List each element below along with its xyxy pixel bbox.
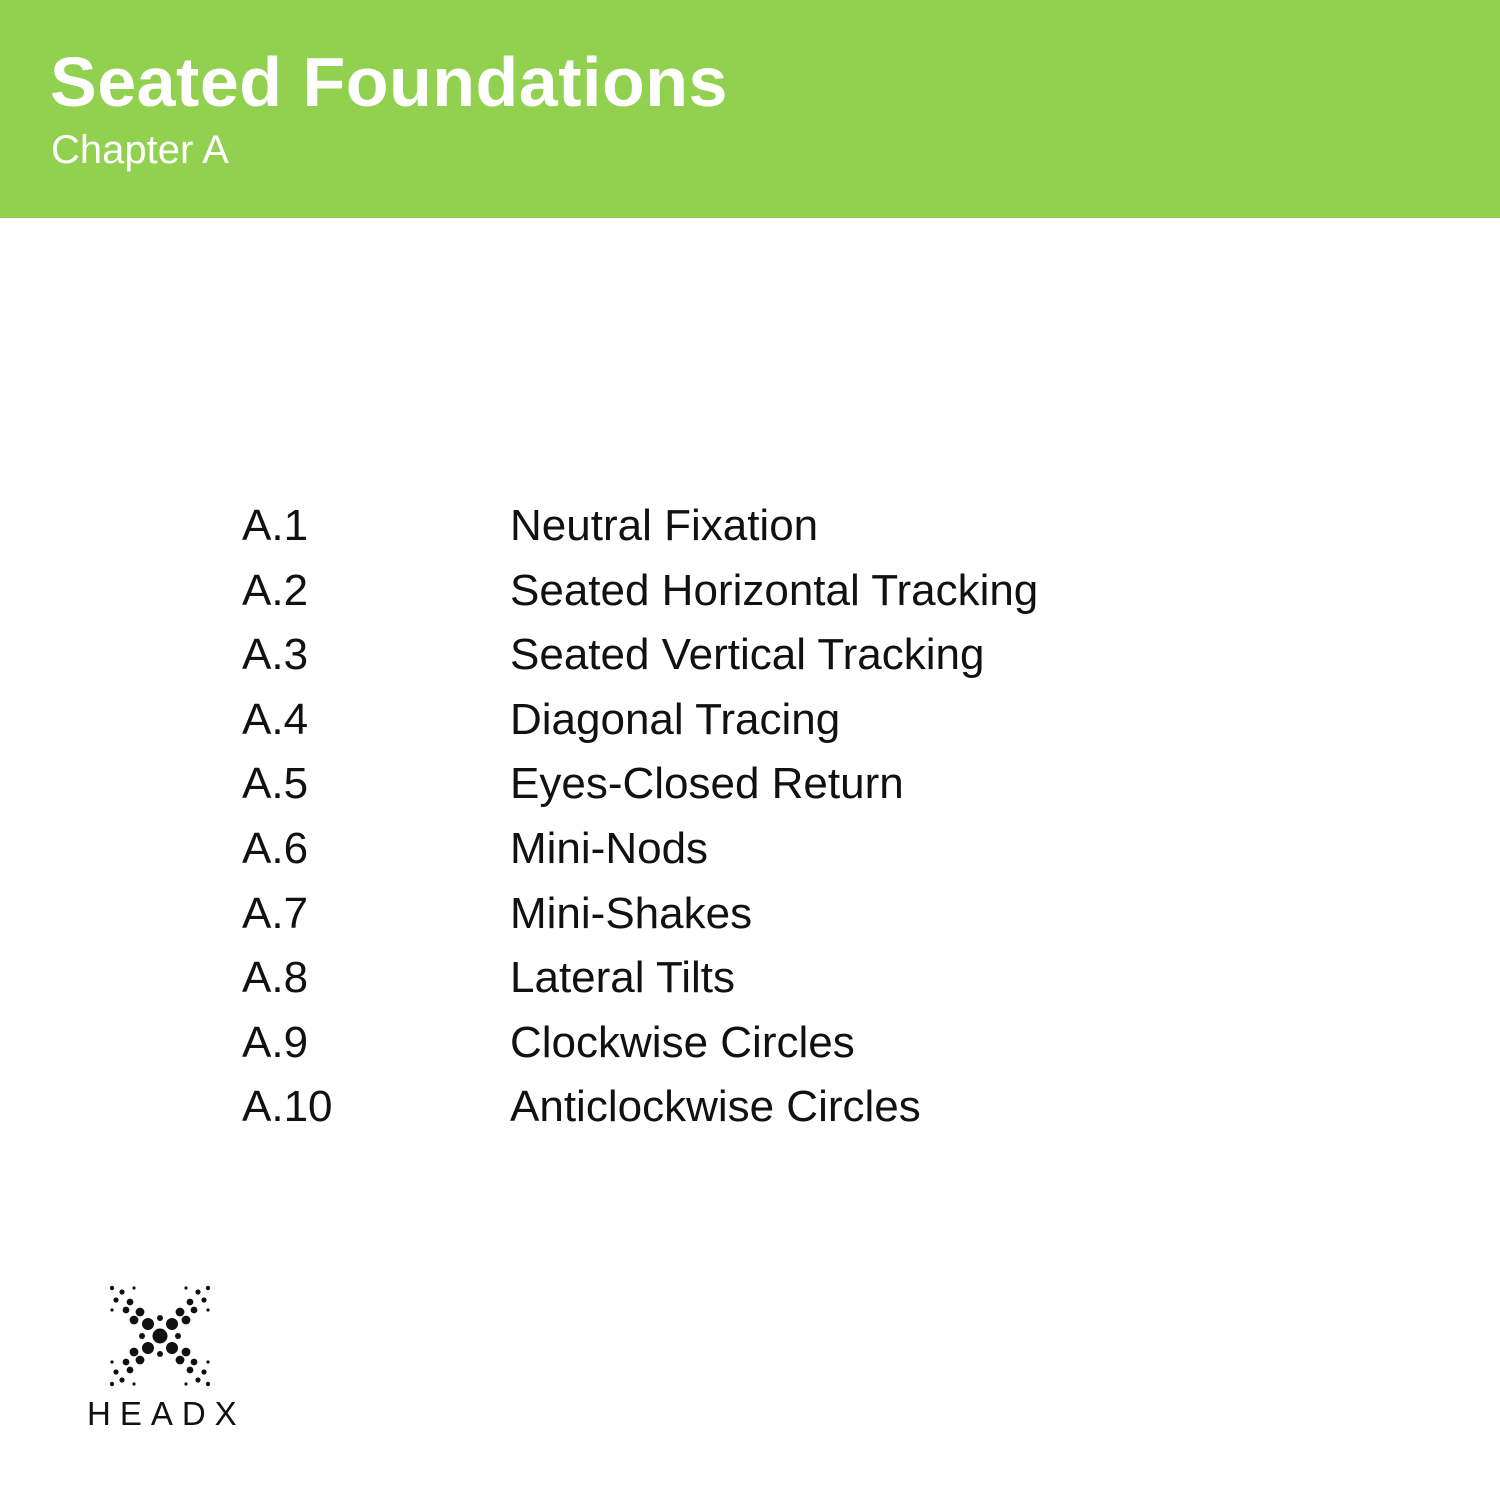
list-item (242, 626, 1242, 691)
chapter-header (0, 0, 1500, 218)
exercise-code: A.9 (242, 1017, 309, 1067)
exercise-code: A.6 (242, 823, 309, 873)
exercise-name: Mini-Nods (510, 823, 709, 873)
list-item (242, 497, 1242, 562)
list-item (242, 820, 1242, 885)
exercise-name: Eyes-Closed Return (510, 759, 904, 809)
exercise-name: Lateral Tilts (510, 953, 735, 1003)
logo-wordmark: HEADX (87, 1395, 246, 1432)
list-item (242, 1014, 1242, 1079)
exercise-code: A.4 (242, 694, 309, 744)
chapter-subtitle: Chapter A (51, 128, 229, 172)
dotted-x-icon (104, 1280, 216, 1392)
exercise-code: A.8 (242, 953, 309, 1003)
exercise-name: Mini-Shakes (510, 888, 753, 938)
exercise-code: A.7 (242, 888, 309, 938)
exercise-name: Neutral Fixation (510, 501, 819, 550)
table-of-contents (242, 497, 1242, 1143)
exercise-name: Diagonal Tracing (510, 694, 841, 744)
exercise-name: Seated Vertical Tracking (510, 630, 985, 680)
exercise-code: A.3 (242, 630, 309, 680)
exercise-name: Anticlockwise Circles (510, 1082, 921, 1132)
exercise-code: A.5 (242, 759, 309, 809)
list-item (242, 562, 1242, 627)
headx-logo (84, 1280, 246, 1440)
list-item (242, 755, 1242, 820)
exercise-code: A.2 (242, 565, 309, 615)
exercise-code: A.1 (242, 501, 309, 550)
list-item (242, 1078, 1242, 1143)
exercise-name: Clockwise Circles (510, 1017, 855, 1067)
exercise-name: Seated Horizontal Tracking (510, 565, 1039, 615)
list-item (242, 885, 1242, 950)
list-item (242, 949, 1242, 1014)
page-title: Seated Foundations (50, 43, 728, 121)
exercise-code: A.10 (242, 1082, 333, 1132)
list-item (242, 691, 1242, 756)
